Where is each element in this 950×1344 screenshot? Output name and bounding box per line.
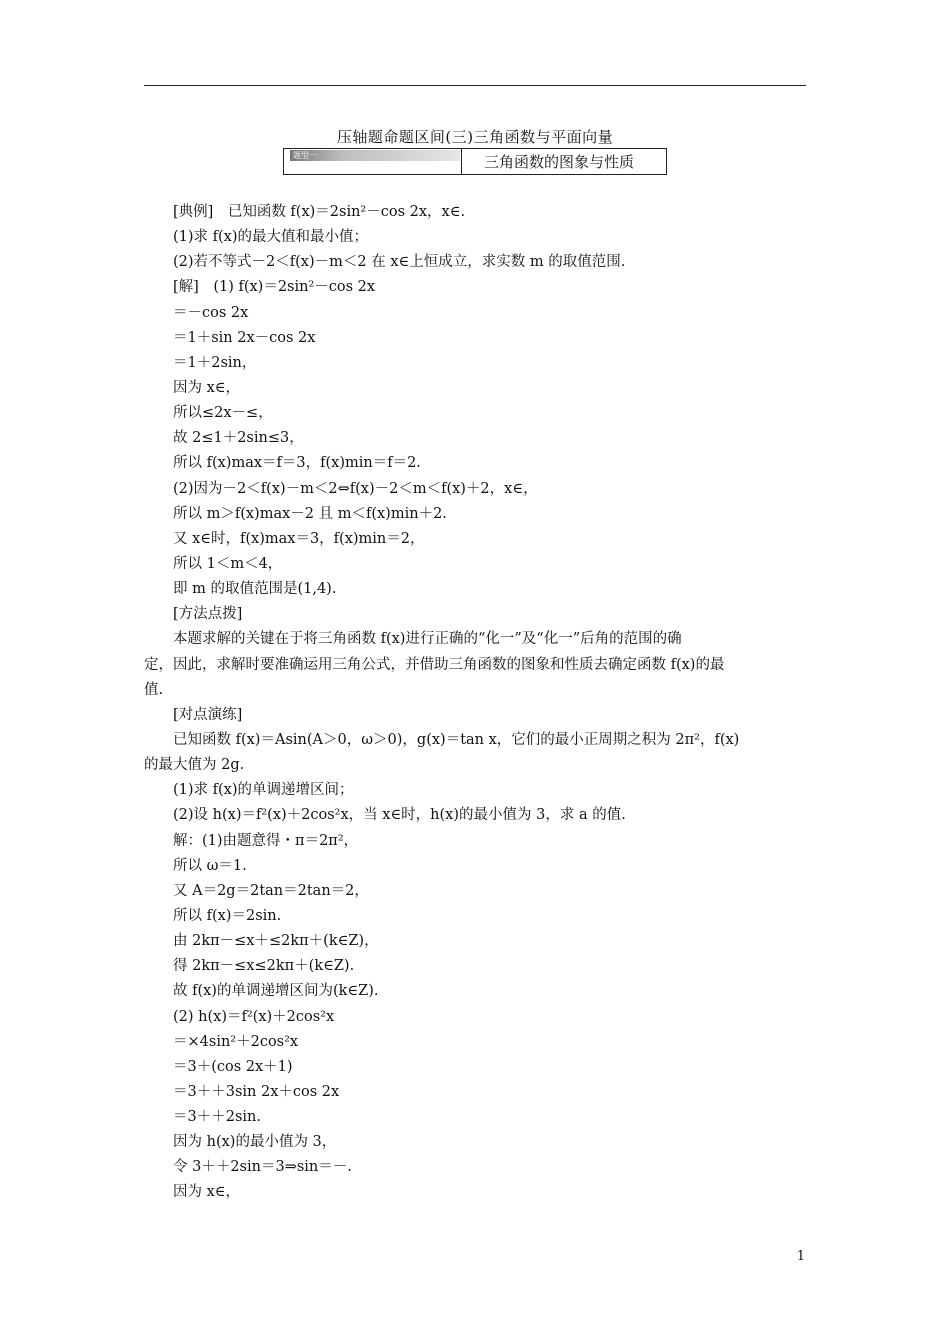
text-line: 所以≤2x－≤，: [173, 405, 273, 422]
text-line: [方法点拨]: [173, 606, 243, 623]
text-line: 的最大值为 2g.: [144, 757, 245, 774]
text-line: 本题求解的关键在于将三角函数 f(x)进行正确的“化一”及“化一”后角的范围的确: [173, 631, 682, 648]
text-line: ＝3＋＋2sin.: [173, 1109, 261, 1126]
text-line: 所以 f(x)max＝f＝3，f(x)min＝f＝2.: [173, 455, 421, 472]
text-line: 所以 ω＝1.: [173, 857, 247, 874]
text-line: 所以 1＜m＜4，: [173, 555, 283, 572]
text-line: [解] (1) f(x)＝2sin²－cos 2x: [173, 279, 376, 296]
text-line: ＝3＋＋3sin 2x＋cos 2x: [173, 1083, 340, 1100]
text-line: [典例] 已知函数 f(x)＝2sin²－cos 2x，x∈.: [173, 204, 466, 220]
document-body: [144, 200, 806, 1206]
text-line: 故 2≤1＋2sin≤3，: [173, 430, 304, 447]
text-line: ＝×4sin²＋2cos²x: [173, 1033, 299, 1050]
text-line: 令 3＋＋2sin＝3⇒sin＝－.: [173, 1159, 352, 1176]
text-line: 已知函数 f(x)＝Asin(A＞0，ω＞0)，g(x)＝tan x，它们的最小正周期之积为 2π²，f(x): [173, 731, 740, 748]
section-label: 三角函数的图象与性质: [484, 153, 635, 171]
text-line: 故 f(x)的单调递增区间为(k∈Z).: [173, 983, 379, 1000]
text-line: 所以 f(x)＝2sin.: [173, 907, 282, 924]
text-line: 又 x∈时，f(x)max＝3，f(x)min＝2，: [173, 530, 425, 547]
text-line: ＝1＋sin 2x－cos 2x: [173, 329, 316, 346]
text-line: (1)求 f(x)的最大值和最小值；: [173, 229, 369, 246]
text-line: 解：(1)由题意得・π＝2π²，: [173, 832, 359, 849]
text-line: (1)求 f(x)的单调递增区间；: [173, 782, 354, 799]
text-line: (2)因为－2＜f(x)－m＜2⇔f(x)－2＜m＜f(x)＋2，x∈，: [173, 480, 538, 497]
section-divider: [461, 149, 462, 174]
text-line: 因为 x∈，: [173, 1184, 241, 1201]
text-line: (2)设 h(x)＝f²(x)＋2cos²x，当 x∈时，h(x)的最小值为 3，求 a 的值.: [173, 807, 626, 824]
text-line: 因为 x∈，: [173, 379, 241, 396]
text-line: ＝1＋2sin，: [173, 354, 257, 371]
text-line: (2)若不等式－2＜f(x)－m＜2 在 x∈上恒成立，求实数 m 的取值范围.: [173, 254, 626, 271]
text-line: ＝－cos 2x: [173, 304, 249, 321]
text-line: [对点演练]: [173, 706, 243, 723]
text-line: (2) h(x)＝f²(x)＋2cos²x: [173, 1008, 335, 1025]
section-tag: 题型一: [290, 150, 460, 161]
text-line: 又 A＝2g＝2tan＝2tan＝2，: [173, 882, 369, 899]
header-rule: [144, 85, 806, 86]
text-line: 得 2kπ－≤x≤2kπ＋(k∈Z).: [173, 958, 355, 975]
section-heading-box: [283, 148, 667, 175]
text-line: ＝3＋(cos 2x＋1): [173, 1058, 293, 1075]
text-line: 值.: [144, 681, 164, 698]
page-title: 压轴题命题区间(三)三角函数与平面向量: [336, 128, 614, 146]
text-line: 由 2kπ－≤x＋≤2kπ＋(k∈Z)，: [173, 933, 379, 950]
page-number: 1: [796, 1249, 805, 1264]
text-line: 即 m 的取值范围是(1,4).: [173, 581, 337, 598]
text-line: 所以 m＞f(x)max－2 且 m＜f(x)min＋2.: [173, 505, 447, 522]
text-line: 因为 h(x)的最小值为 3，: [173, 1134, 337, 1151]
text-line: 定，因此，求解时要准确运用三角公式，并借助三角函数的图象和性质去确定函数 f(x)的最: [144, 656, 725, 673]
